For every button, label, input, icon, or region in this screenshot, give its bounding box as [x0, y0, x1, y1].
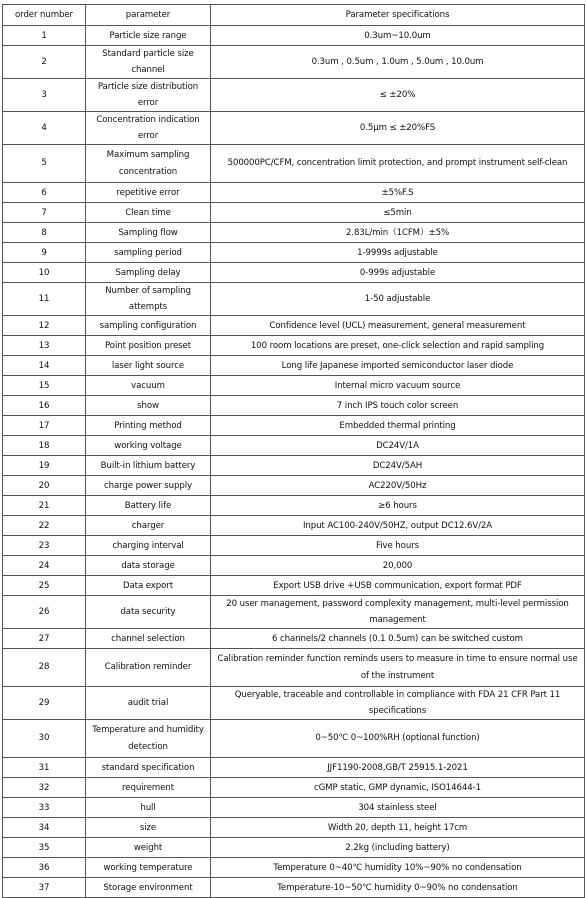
parameter-cell: Printing method	[86, 416, 211, 436]
order-number-cell: 13	[3, 336, 86, 356]
parameter-cell: audit trial	[86, 687, 211, 720]
parameter-cell: sampling period	[86, 243, 211, 263]
table-row	[3, 26, 585, 46]
specification-cell: 100 room locations are preset, one-click selection and rapid sampling	[211, 336, 585, 356]
specification-cell: 6 channels/2 channels (0.1 0.5um) can be switched custom	[211, 629, 585, 649]
spec-table	[2, 4, 585, 898]
specification-cell: 20,000	[211, 556, 585, 576]
order-number-cell: 8	[3, 223, 86, 243]
order-number-cell: 18	[3, 436, 86, 456]
specification-cell: Confidence level (UCL) measurement, general measurement	[211, 316, 585, 336]
table-row	[3, 263, 585, 283]
table-body	[3, 26, 585, 898]
specification-cell: Input AC100-240V/50HZ, output DC12.6V/2A	[211, 516, 585, 536]
parameter-cell: Particle size range	[86, 26, 211, 46]
order-number-cell: 32	[3, 778, 86, 798]
order-number-cell: 26	[3, 596, 86, 629]
table-row	[3, 720, 585, 758]
specification-cell: 304 stainless steel	[211, 798, 585, 818]
table-row	[3, 476, 585, 496]
specification-cell: cGMP static, GMP dynamic, ISO14644-1	[211, 778, 585, 798]
header-specification: Parameter specifications	[211, 5, 585, 26]
specification-cell: Temperature-10~50℃ humidity 0~90% no condensation	[211, 878, 585, 898]
specification-cell: 1-50 adjustable	[211, 283, 585, 316]
parameter-cell: Data export	[86, 576, 211, 596]
parameter-cell: working voltage	[86, 436, 211, 456]
parameter-cell: Point position preset	[86, 336, 211, 356]
parameter-cell: Clean time	[86, 203, 211, 223]
specification-cell: Temperature 0~40℃ humidity 10%~90% no condensation	[211, 858, 585, 878]
order-number-cell: 7	[3, 203, 86, 223]
parameter-cell: Battery life	[86, 496, 211, 516]
specification-cell: ≤5min	[211, 203, 585, 223]
table-row	[3, 576, 585, 596]
parameter-cell: channel selection	[86, 629, 211, 649]
parameter-cell: show	[86, 396, 211, 416]
specification-cell: DC24V/1A	[211, 436, 585, 456]
order-number-cell: 10	[3, 263, 86, 283]
parameter-cell: weight	[86, 838, 211, 858]
table-row	[3, 858, 585, 878]
table-row	[3, 778, 585, 798]
order-number-cell: 9	[3, 243, 86, 263]
parameter-cell: laser light source	[86, 356, 211, 376]
table-row	[3, 376, 585, 396]
specification-cell: ±5%F.S	[211, 183, 585, 203]
order-number-cell: 19	[3, 456, 86, 476]
table-row	[3, 556, 585, 576]
table-row	[3, 243, 585, 263]
specification-cell: Embedded thermal printing	[211, 416, 585, 436]
table-header	[3, 5, 585, 26]
parameter-cell: charge power supply	[86, 476, 211, 496]
order-number-cell: 33	[3, 798, 86, 818]
order-number-cell: 30	[3, 720, 86, 758]
order-number-cell: 24	[3, 556, 86, 576]
order-number-cell: 36	[3, 858, 86, 878]
specification-cell: DC24V/5AH	[211, 456, 585, 476]
parameter-cell: sampling configuration	[86, 316, 211, 336]
specification-cell: Width 20, depth 11, height 17cm	[211, 818, 585, 838]
table-row	[3, 283, 585, 316]
table-row	[3, 46, 585, 79]
specification-cell: Long life Japanese imported semiconductor laser diode	[211, 356, 585, 376]
specification-cell: AC220V/50Hz	[211, 476, 585, 496]
table-row	[3, 416, 585, 436]
table-row	[3, 798, 585, 818]
table-row	[3, 112, 585, 145]
specification-cell: Export USB drive +USB communication, export format PDF	[211, 576, 585, 596]
order-number-cell: 31	[3, 758, 86, 778]
parameter-cell: charging interval	[86, 536, 211, 556]
parameter-cell: repetitive error	[86, 183, 211, 203]
order-number-cell: 5	[3, 145, 86, 183]
specification-cell: ≥6 hours	[211, 496, 585, 516]
order-number-cell: 29	[3, 687, 86, 720]
specification-cell: Queryable, traceable and controllable in compliance with FDA 21 CFR Part 11 specifications	[211, 687, 585, 720]
specification-cell: 0-999s adjustable	[211, 263, 585, 283]
specification-cell: 0~50℃ 0~100%RH (optional function)	[211, 720, 585, 758]
header-order-number: order number	[3, 5, 86, 26]
table-row	[3, 758, 585, 778]
specification-cell: 1-9999s adjustable	[211, 243, 585, 263]
header-parameter: parameter	[86, 5, 211, 26]
order-number-cell: 37	[3, 878, 86, 898]
specification-cell: JJF1190-2008,GB/T 25915.1-2021	[211, 758, 585, 778]
table-row	[3, 596, 585, 629]
parameter-cell: standard specification	[86, 758, 211, 778]
parameter-cell: Built-in lithium battery	[86, 456, 211, 476]
order-number-cell: 34	[3, 818, 86, 838]
specification-cell: 0.5μm ≤ ±20%FS	[211, 112, 585, 145]
order-number-cell: 1	[3, 26, 86, 46]
table-row	[3, 203, 585, 223]
parameter-cell: Sampling flow	[86, 223, 211, 243]
specification-cell: Calibration reminder function reminds users to measure in time to ensure normal use of the instrument	[211, 649, 585, 687]
order-number-cell: 16	[3, 396, 86, 416]
table-row	[3, 316, 585, 336]
specification-cell: 500000PC/CFM, concentration limit protection, and prompt instrument self-clean	[211, 145, 585, 183]
parameter-cell: Calibration reminder	[86, 649, 211, 687]
specification-cell: 0.3um~10.0um	[211, 26, 585, 46]
order-number-cell: 2	[3, 46, 86, 79]
parameter-cell: Temperature and humidity detection	[86, 720, 211, 758]
order-number-cell: 28	[3, 649, 86, 687]
table-row	[3, 649, 585, 687]
specification-cell: 0.3um , 0.5um , 1.0um , 5.0um , 10.0um	[211, 46, 585, 79]
order-number-cell: 15	[3, 376, 86, 396]
order-number-cell: 27	[3, 629, 86, 649]
parameter-cell: Storage environment	[86, 878, 211, 898]
specification-cell: 20 user management, password complexity management, multi-level permission management	[211, 596, 585, 629]
parameter-cell: hull	[86, 798, 211, 818]
specification-cell: 2.83L/min（1CFM）±5%	[211, 223, 585, 243]
parameter-cell: Sampling delay	[86, 263, 211, 283]
order-number-cell: 12	[3, 316, 86, 336]
parameter-cell: Concentration indication error	[86, 112, 211, 145]
table-row	[3, 878, 585, 898]
order-number-cell: 35	[3, 838, 86, 858]
parameter-cell: size	[86, 818, 211, 838]
parameter-cell: Standard particle size channel	[86, 46, 211, 79]
specification-cell: ≤ ±20%	[211, 79, 585, 112]
order-number-cell: 25	[3, 576, 86, 596]
table-row	[3, 687, 585, 720]
table-row	[3, 436, 585, 456]
table-row	[3, 818, 585, 838]
table-row	[3, 356, 585, 376]
specification-cell: Five hours	[211, 536, 585, 556]
table-row	[3, 838, 585, 858]
specification-cell: 7 inch IPS touch color screen	[211, 396, 585, 416]
order-number-cell: 11	[3, 283, 86, 316]
table-row	[3, 336, 585, 356]
table-row	[3, 536, 585, 556]
specification-cell: 2.2kg (including battery)	[211, 838, 585, 858]
order-number-cell: 20	[3, 476, 86, 496]
table-row	[3, 629, 585, 649]
order-number-cell: 22	[3, 516, 86, 536]
parameter-cell: Maximum sampling concentration	[86, 145, 211, 183]
order-number-cell: 17	[3, 416, 86, 436]
table-row	[3, 396, 585, 416]
parameter-cell: requirement	[86, 778, 211, 798]
parameter-cell: charger	[86, 516, 211, 536]
order-number-cell: 6	[3, 183, 86, 203]
parameter-cell: Particle size distribution error	[86, 79, 211, 112]
parameter-cell: Number of sampling attempts	[86, 283, 211, 316]
table-row	[3, 456, 585, 476]
table-row	[3, 145, 585, 183]
order-number-cell: 14	[3, 356, 86, 376]
order-number-cell: 21	[3, 496, 86, 516]
order-number-cell: 3	[3, 79, 86, 112]
specification-cell: Internal micro vacuum source	[211, 376, 585, 396]
table-row	[3, 183, 585, 203]
table-row	[3, 496, 585, 516]
parameter-cell: vacuum	[86, 376, 211, 396]
table-row	[3, 516, 585, 536]
order-number-cell: 4	[3, 112, 86, 145]
table-row	[3, 79, 585, 112]
order-number-cell: 23	[3, 536, 86, 556]
parameter-cell: working temperature	[86, 858, 211, 878]
table-row	[3, 223, 585, 243]
parameter-cell: data storage	[86, 556, 211, 576]
header-row	[3, 5, 585, 26]
parameter-cell: data security	[86, 596, 211, 629]
